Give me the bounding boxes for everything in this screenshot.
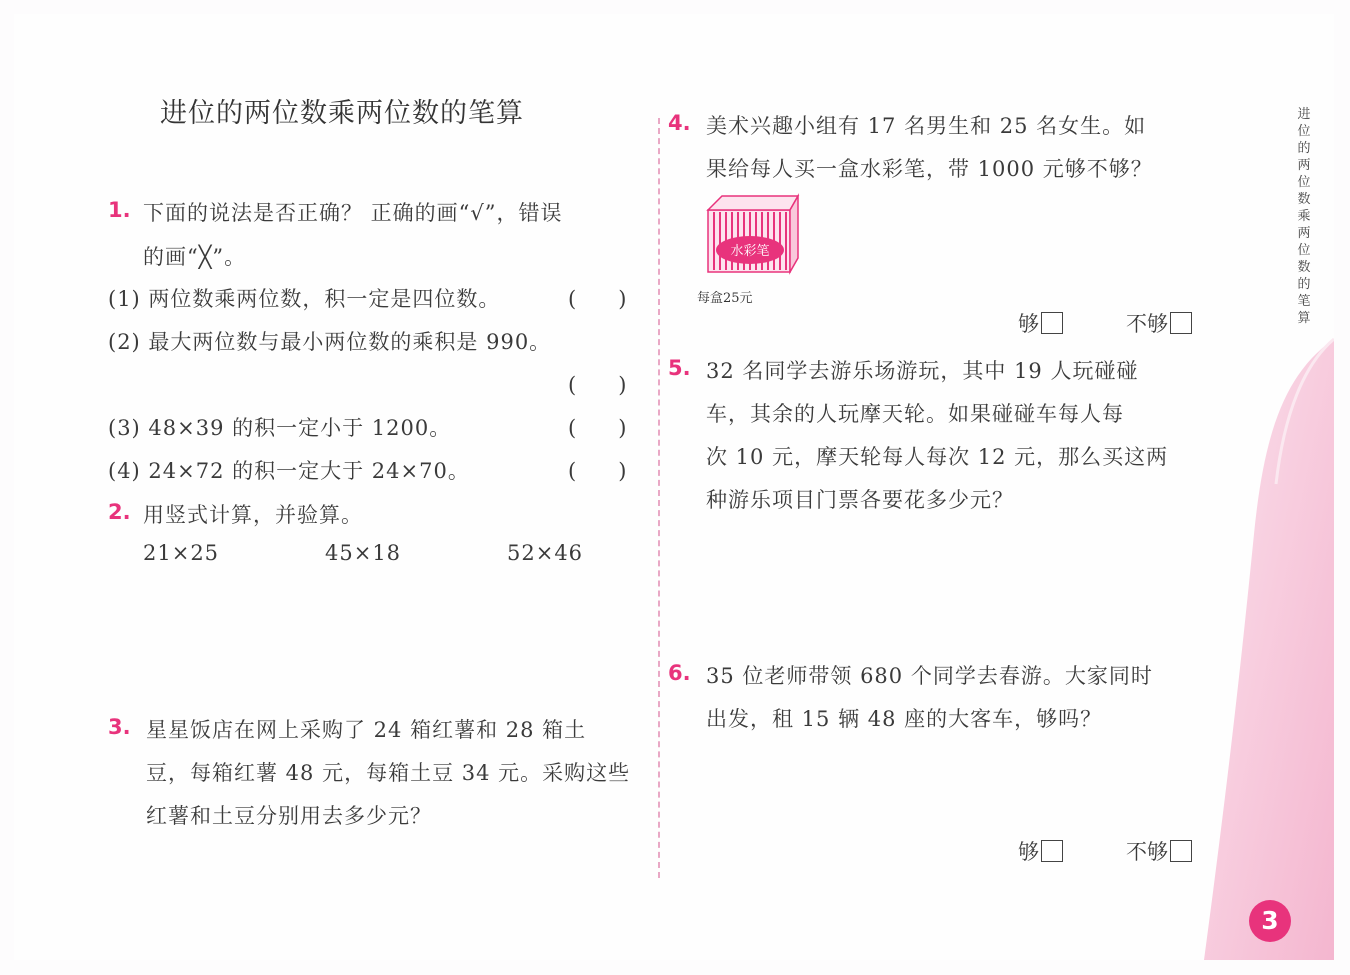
q1-item-4-answer-blank[interactable]: ( ) [568,459,627,483]
q6-option-not-enough[interactable]: 不够 [1126,836,1192,866]
q1-item-2-answer-blank[interactable]: ( ) [568,373,627,397]
page-title: 进位的两位数乘两位数的笔算 [160,98,524,129]
q1-item-4: (4) 24×72 的积一定大于 24×70。 [108,459,470,483]
question-1-text-line2: 的画“╳”。 [143,245,247,269]
question-6-line1: 35 位老师带领 680 个同学去春游。大家同时 [706,664,1153,688]
question-5-line3: 次 10 元，摩天轮每人每次 12 元，那么买这两 [706,445,1169,469]
q6-option-enough[interactable]: 够 [1018,836,1063,866]
question-6-number: 6. [668,661,691,685]
q1-item-2: (2) 最大两位数与最小两位数的乘积是 990。 [108,330,552,354]
q2-expression-3: 52×46 [507,541,584,565]
question-3-line2: 豆，每箱红薯 48 元，每箱土豆 34 元。采购这些 [146,761,631,785]
q4-not-enough-checkbox[interactable] [1170,312,1192,334]
watercolor-pen-box-image [690,192,800,287]
q6-not-enough-checkbox[interactable] [1170,840,1192,862]
side-title: 进 位 的 两 位 数 乘 两 位 数 的 笔 算 [1297,107,1311,326]
question-4-number: 4. [668,111,691,135]
page-number: 3 [1249,900,1291,942]
question-2-text: 用竖式计算，并验算。 [143,503,363,527]
question-5-number: 5. [668,356,691,380]
q4-option-not-enough[interactable]: 不够 [1126,308,1192,338]
question-4-line1: 美术兴趣小组有 17 名男生和 25 名女生。如 [706,114,1147,138]
q1-item-3-answer-blank[interactable]: ( ) [568,416,627,440]
question-4-line2: 果给每人买一盒水彩笔，带 1000 元够不够？ [706,157,1153,181]
question-3-line3: 红薯和土豆分别用去多少元？ [146,804,432,828]
pen-box-label: 水彩笔 [730,244,770,259]
question-1-number: 1. [108,198,131,222]
q4-option-enough[interactable]: 够 [1018,308,1063,338]
question-3-line1: 星星饭店在网上采购了 24 箱红薯和 28 箱土 [146,718,587,742]
question-5-line1: 32 名同学去游乐场游玩，其中 19 人玩碰碰 [706,359,1139,383]
q2-expression-1: 21×25 [143,541,220,565]
price-label: 每盒25元 [697,291,753,306]
q1-item-3: (3) 48×39 的积一定小于 1200。 [108,416,452,440]
question-6-line2: 出发，租 15 辆 48 座的大客车，够吗？ [706,707,1103,731]
q1-item-1-answer-blank[interactable]: ( ) [568,287,627,311]
q4-enough-checkbox[interactable] [1041,312,1063,334]
q1-item-1: (1) 两位数乘两位数，积一定是四位数。 [108,287,501,311]
question-2-number: 2. [108,500,131,524]
question-1-text-line1: 下面的说法是否正确？ 正确的画“√”，错误 [143,201,563,225]
question-5-line2: 车，其余的人玩摩天轮。如果碰碰车每人每 [706,402,1124,426]
column-divider [658,118,666,878]
question-5-line4: 种游乐项目门票各要花多少元？ [706,488,1014,512]
q2-expression-2: 45×18 [325,541,402,565]
question-3-number: 3. [108,715,131,739]
q6-enough-checkbox[interactable] [1041,840,1063,862]
